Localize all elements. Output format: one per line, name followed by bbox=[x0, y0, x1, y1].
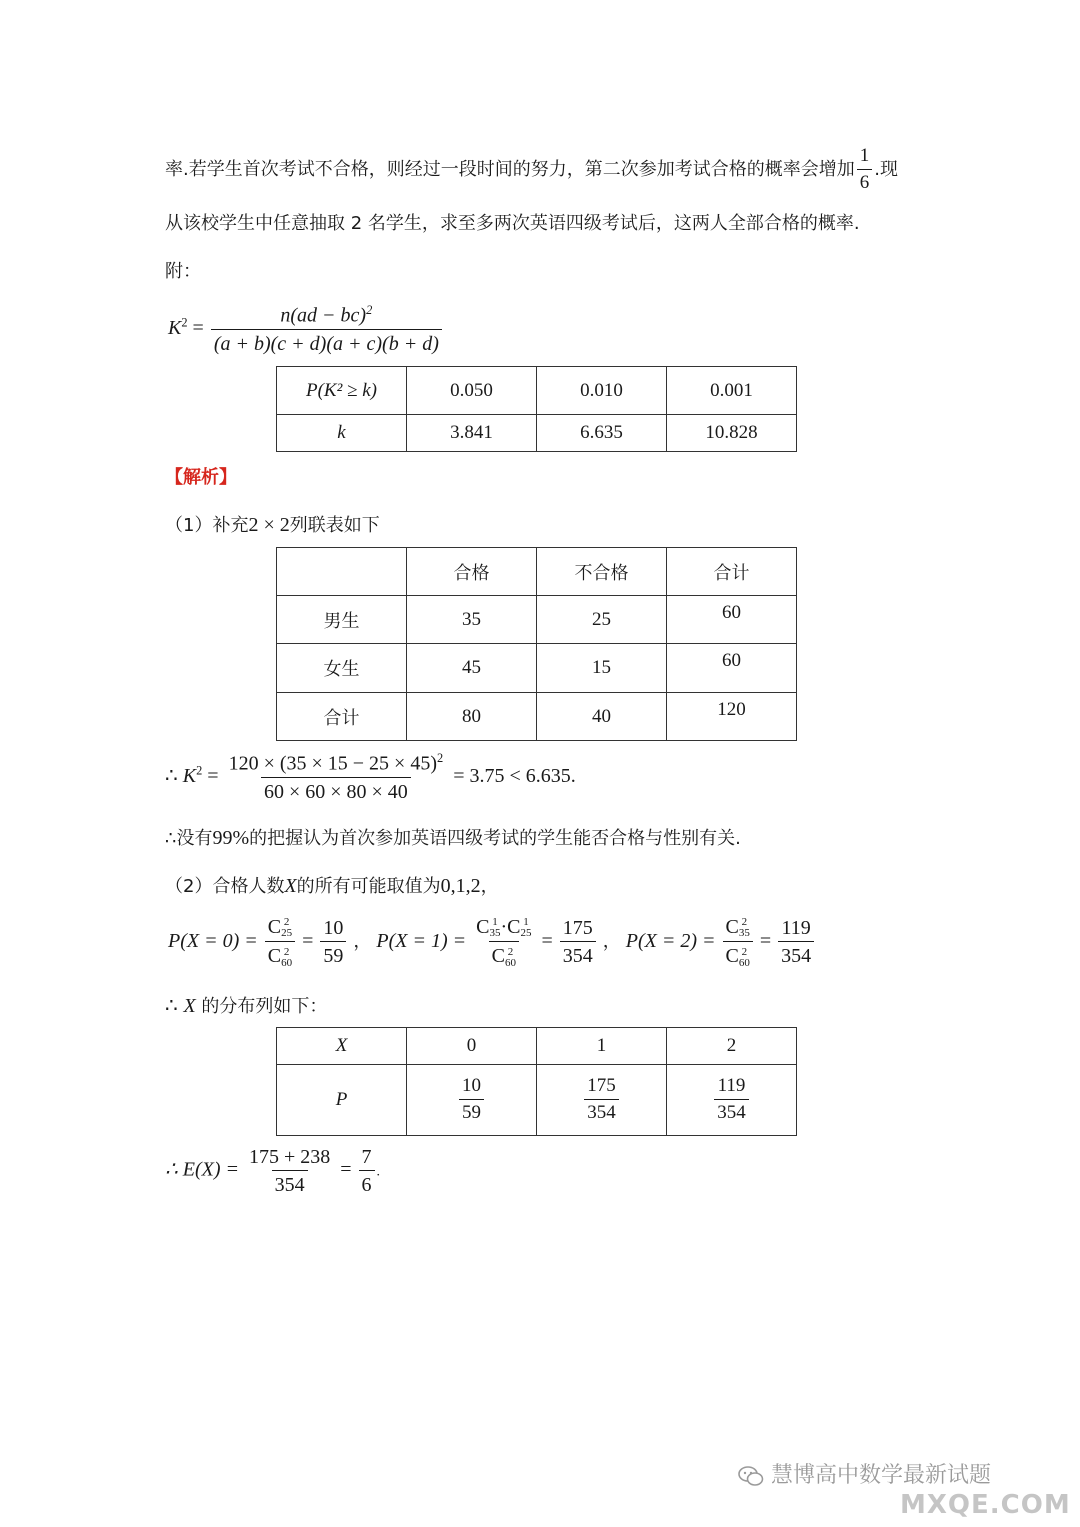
p1-value-num: 175 bbox=[562, 917, 593, 940]
problem-line-2: 从该校学生中任意抽取 2 名学生，求至多两次英语四级考试后，这两人全部合格的概率. bbox=[165, 213, 860, 234]
probabilities-line bbox=[168, 916, 816, 969]
comb-c: C bbox=[267, 945, 282, 968]
table-cell: 45 bbox=[407, 644, 537, 693]
k2-calc-result: = 3.75 < 6.635 bbox=[453, 764, 571, 787]
dist-x-label: X bbox=[277, 1028, 407, 1065]
fraction-denominator: 6 bbox=[857, 169, 873, 194]
contingency-header-pass: 合格 bbox=[407, 548, 537, 596]
dist-p-num: 119 bbox=[717, 1075, 746, 1097]
prob-separator: ， bbox=[602, 931, 621, 952]
k2-numerator bbox=[277, 304, 375, 329]
therefore-symbol: ∴ bbox=[165, 764, 178, 787]
table-cell: 60 bbox=[667, 596, 797, 644]
part2-var: X bbox=[284, 875, 297, 897]
table-cell: 120 bbox=[667, 693, 797, 741]
row-label-female: 女生 bbox=[277, 644, 407, 693]
expectation-lhs: ∴ E(X) = bbox=[165, 1158, 239, 1181]
p0-comb-num bbox=[265, 916, 295, 941]
comb-c: C bbox=[491, 945, 505, 968]
appendix-label: 附： bbox=[165, 261, 201, 282]
dist-p-fraction bbox=[714, 1076, 749, 1124]
part1-prefix: （1）补充 bbox=[165, 515, 249, 536]
p0-comb-fraction bbox=[265, 916, 295, 969]
dist-therefore: ∴ bbox=[165, 995, 178, 1017]
part2-end: ， bbox=[480, 876, 499, 897]
p1-value-den: 354 bbox=[560, 941, 596, 967]
k2-fraction bbox=[211, 304, 442, 355]
p-value-cell: 0.050 bbox=[407, 367, 537, 415]
k-value-cell: 3.841 bbox=[407, 415, 537, 452]
comb-sup: 2 bbox=[283, 945, 290, 958]
row-label-male: 男生 bbox=[277, 596, 407, 644]
conclusion-percent: 99% bbox=[212, 827, 250, 849]
dist-x-value: 0 bbox=[407, 1028, 537, 1065]
comb-scripts bbox=[739, 947, 750, 969]
comb-sub: 60 bbox=[281, 956, 293, 969]
problem-line-1-text: 率.若学生首次考试不合格，则经过一段时间的努力，第二次参加考试合格的概率会增加 bbox=[165, 158, 855, 180]
k-value-cell: 10.828 bbox=[667, 415, 797, 452]
pk-header-cell: P(K² ≥ k) bbox=[277, 367, 407, 415]
table-row bbox=[277, 693, 797, 741]
p2-eq: = bbox=[759, 930, 772, 952]
comb-sup: 2 bbox=[283, 916, 290, 929]
dist-p-num: 175 bbox=[587, 1075, 616, 1097]
p1-comb-fraction bbox=[473, 916, 534, 969]
prob-separator: ， bbox=[353, 931, 372, 952]
p1-eq: = bbox=[541, 930, 553, 952]
conclusion-line bbox=[165, 826, 741, 851]
p-value-cell: 0.010 bbox=[537, 367, 667, 415]
p0-comb-den bbox=[265, 941, 295, 968]
dist-p-cell bbox=[537, 1065, 667, 1136]
k2-calc-lhs: K bbox=[182, 764, 197, 787]
k2-calc-numerator bbox=[226, 752, 447, 777]
row-label-total: 合计 bbox=[277, 693, 407, 741]
dist-p-num: 10 bbox=[462, 1075, 481, 1097]
comb-scripts bbox=[281, 947, 292, 969]
k2-calc-eq: = bbox=[207, 764, 219, 787]
dist-p-label: P bbox=[277, 1065, 407, 1136]
problem-line-1-tail: .现 bbox=[874, 158, 898, 180]
k2-numerator-text: n(ad − bc) bbox=[280, 304, 367, 327]
k2-lhs-sup: 2 bbox=[181, 315, 188, 330]
table-cell: 80 bbox=[407, 693, 537, 741]
conclusion-suffix: 的把握认为首次参加英语四级考试的学生能否合格与性别有关. bbox=[249, 828, 741, 849]
expectation-result-fraction bbox=[359, 1146, 375, 1196]
table-cell: 60 bbox=[667, 644, 797, 693]
table-row bbox=[277, 644, 797, 693]
dist-p-fraction bbox=[584, 1076, 619, 1124]
part2-values: 0,1,2 bbox=[440, 875, 481, 897]
contingency-header-total: 合计 bbox=[667, 548, 797, 596]
distribution-table bbox=[276, 1027, 797, 1136]
k2-calc-denominator: 60 × 60 × 80 × 40 bbox=[261, 777, 411, 803]
k-value-cell: 6.635 bbox=[537, 415, 667, 452]
contingency-header-fail: 不合格 bbox=[537, 548, 667, 596]
comb-scripts bbox=[520, 917, 531, 939]
watermark-brand: MXQE.COM bbox=[900, 1490, 1071, 1520]
comb-c: C bbox=[725, 945, 739, 968]
comb-c: C bbox=[476, 916, 490, 938]
comb-c: C bbox=[507, 916, 521, 938]
k2-calculation bbox=[165, 752, 576, 803]
expectation-den: 354 bbox=[272, 1170, 308, 1196]
expectation-fraction bbox=[246, 1146, 333, 1196]
expectation-result-num: 7 bbox=[361, 1146, 372, 1168]
comb-sub: 35 bbox=[738, 927, 750, 940]
distribution-intro bbox=[165, 994, 327, 1019]
p2-comb-num bbox=[723, 916, 753, 941]
dist-var: X bbox=[183, 995, 196, 1017]
p0-value-fraction bbox=[320, 917, 346, 967]
comb-scripts bbox=[505, 947, 516, 969]
table-cell: 25 bbox=[537, 596, 667, 644]
comb-sub: 25 bbox=[520, 927, 532, 940]
conclusion-prefix: ∴没有 bbox=[165, 828, 213, 849]
comb-scripts bbox=[281, 917, 292, 939]
dist-p-den: 354 bbox=[584, 1099, 619, 1124]
comb-sub: 60 bbox=[504, 956, 516, 969]
part1-intro bbox=[165, 513, 380, 538]
expectation-num: 175 + 238 bbox=[248, 1146, 331, 1168]
comb-sup: 1 bbox=[523, 916, 529, 929]
table-cell: 35 bbox=[407, 596, 537, 644]
dist-p-den: 354 bbox=[714, 1099, 749, 1124]
k2-formula bbox=[168, 304, 444, 355]
dist-suffix: 的分布列如下： bbox=[201, 996, 328, 1017]
k-label-cell: k bbox=[277, 415, 407, 452]
dist-p-cell bbox=[667, 1065, 797, 1136]
part1-suffix: 列联表如下 bbox=[289, 515, 380, 536]
expectation-result-den: 6 bbox=[359, 1170, 375, 1196]
dist-x-value: 2 bbox=[667, 1028, 797, 1065]
watermark bbox=[738, 1458, 991, 1489]
p0-value-num: 10 bbox=[323, 917, 344, 940]
p2-value-den: 354 bbox=[778, 941, 814, 967]
product-dot: · bbox=[500, 916, 508, 938]
p2-comb-den bbox=[723, 941, 753, 968]
table-cell: 40 bbox=[537, 693, 667, 741]
dist-p-cell bbox=[407, 1065, 537, 1136]
p2-value-fraction bbox=[778, 917, 814, 967]
watermark-text: 慧博高中数学最新试题 bbox=[771, 1463, 992, 1488]
p1-comb-den bbox=[489, 941, 519, 968]
p1-lhs: P(X = 1) = bbox=[376, 930, 467, 952]
comb-c: C bbox=[267, 916, 282, 938]
part1-math: 2 × 2 bbox=[248, 514, 290, 536]
expectation-end: . bbox=[376, 1164, 381, 1180]
comb-sub: 35 bbox=[489, 927, 501, 940]
p0-eq: = bbox=[302, 930, 314, 952]
critical-value-table bbox=[276, 366, 797, 452]
p2-comb-fraction bbox=[723, 916, 753, 969]
comb-sup: 2 bbox=[741, 945, 748, 958]
dist-x-value: 1 bbox=[537, 1028, 667, 1065]
comb-c: C bbox=[725, 916, 739, 938]
table-row bbox=[277, 596, 797, 644]
expectation-eq: = bbox=[340, 1158, 352, 1181]
wechat-icon bbox=[738, 1465, 764, 1487]
problem-line-1 bbox=[165, 146, 898, 194]
p1-value-fraction bbox=[560, 917, 596, 967]
p1-comb-num bbox=[473, 916, 534, 941]
comb-scripts bbox=[489, 917, 500, 939]
expectation-line bbox=[165, 1146, 380, 1196]
k2-lhs: K bbox=[168, 316, 182, 339]
k2-denominator: (a + b)(c + d)(a + c)(b + d) bbox=[211, 329, 442, 355]
increase-fraction bbox=[857, 146, 873, 194]
k2-calc-lhs-sup: 2 bbox=[196, 763, 203, 778]
table-cell: 15 bbox=[537, 644, 667, 693]
p0-value-den: 59 bbox=[320, 941, 346, 967]
p2-lhs: P(X = 2) = bbox=[625, 930, 716, 952]
comb-sup: 2 bbox=[741, 916, 748, 929]
k2-calc-fraction bbox=[226, 752, 447, 803]
k2-calc-end: . bbox=[570, 764, 576, 787]
k2-calc-numerator-text: 120 × (35 × 15 − 25 × 45) bbox=[228, 752, 437, 775]
contingency-header-empty bbox=[277, 548, 407, 596]
k2-eq: = bbox=[192, 316, 204, 339]
p2-value-num: 119 bbox=[781, 917, 811, 940]
p-value-cell: 0.001 bbox=[667, 367, 797, 415]
comb-sub: 25 bbox=[281, 927, 293, 940]
p0-lhs: P(X = 0) = bbox=[168, 930, 258, 952]
part2-intro bbox=[165, 874, 499, 899]
comb-sup: 1 bbox=[492, 916, 498, 929]
comb-scripts bbox=[739, 917, 750, 939]
comb-sup: 2 bbox=[507, 945, 514, 958]
part2-mid: 的所有可能取值为 bbox=[296, 876, 441, 897]
k2-calc-numerator-sup: 2 bbox=[437, 751, 444, 765]
solution-label: 【解析】 bbox=[165, 467, 237, 488]
dist-p-fraction bbox=[459, 1076, 484, 1124]
dist-p-den: 59 bbox=[459, 1099, 484, 1124]
k2-numerator-sup: 2 bbox=[366, 303, 373, 317]
contingency-table bbox=[276, 547, 797, 741]
fraction-numerator: 1 bbox=[859, 145, 870, 166]
comb-sub: 60 bbox=[738, 956, 750, 969]
part2-prefix: （2）合格人数 bbox=[165, 876, 285, 897]
